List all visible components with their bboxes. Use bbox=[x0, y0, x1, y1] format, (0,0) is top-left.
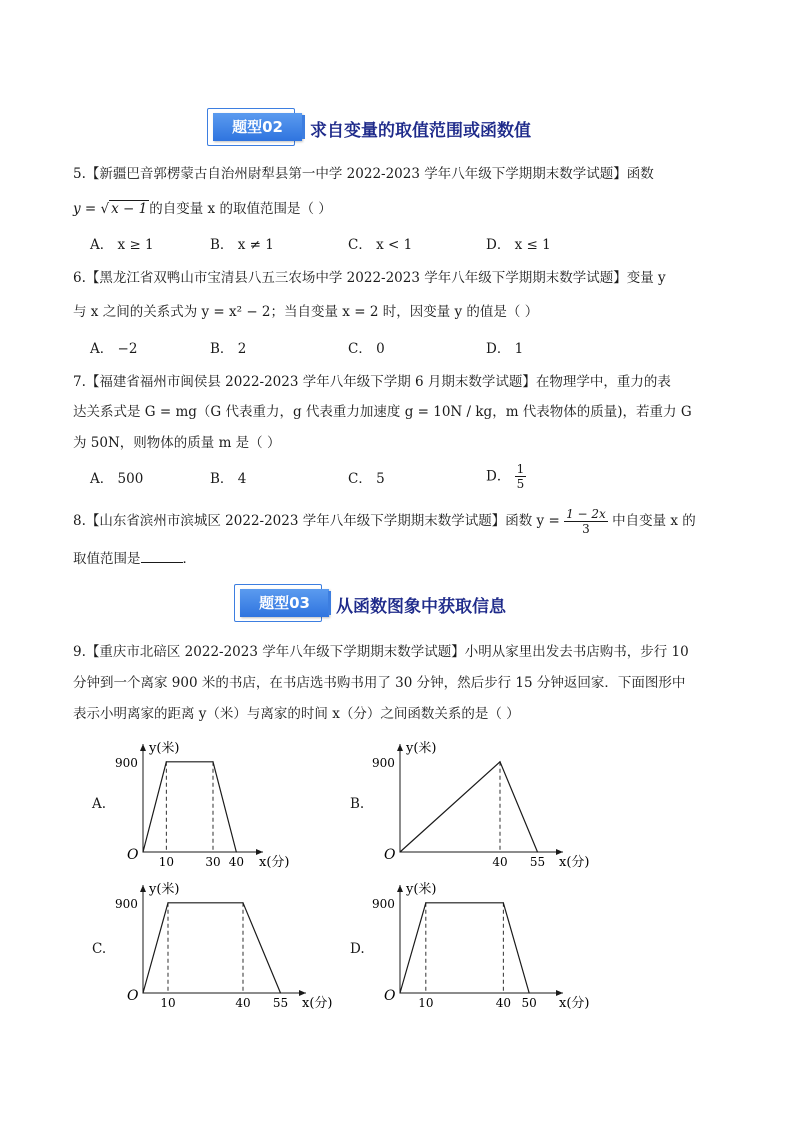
x-tick-label: 55 bbox=[529, 855, 546, 869]
y-axis-arrow-icon bbox=[397, 885, 403, 892]
q8-stem-pre: 8.【山东省滨州市滨城区 2022-2023 学年八年级下学期期末数学试题】函数 y = bbox=[73, 513, 560, 529]
y-axis-label: y(米) bbox=[149, 741, 180, 756]
origin-label: O bbox=[127, 988, 139, 1004]
q8-stem-line2-end: ． bbox=[182, 551, 196, 567]
x-tick-label: 40 bbox=[228, 855, 244, 869]
q5-radicand: x − 1 bbox=[111, 201, 148, 217]
y-tick-label: 900 bbox=[115, 755, 138, 770]
fraction-denominator: 5 bbox=[516, 477, 525, 491]
origin-label: O bbox=[384, 988, 396, 1004]
q5-option-a[interactable]: A． x ≥ 1 bbox=[90, 237, 154, 253]
graph-option-b-label[interactable]: B. bbox=[350, 796, 365, 812]
q9-stem-line1: 9.【重庆市北碚区 2022-2023 学年八年级下学期期末数学试题】小明从家里出发去书店购书，步行 10 bbox=[73, 644, 689, 660]
graph-option-c-label[interactable]: C. bbox=[92, 941, 107, 957]
x-tick-label: 40 bbox=[495, 996, 511, 1010]
q8-stem-post: 中自变量 x 的 bbox=[612, 513, 696, 529]
x-tick-label: 55 bbox=[272, 996, 289, 1010]
section-badge-02-label: 题型02 bbox=[213, 113, 302, 141]
q7-option-b[interactable]: B． 4 bbox=[210, 471, 247, 487]
q9-stem-line2: 分钟到一个离家 900 米的书店，在书店选书购书用了 30 分钟，然后步行 15 分钟返回家．下面图形中 bbox=[73, 675, 686, 691]
q7-stem-line3: 为 50N，则物体的质量 m 是（ ） bbox=[73, 435, 281, 451]
q5-option-b[interactable]: B． x ≠ 1 bbox=[210, 237, 274, 253]
y-tick-label: 900 bbox=[372, 896, 395, 911]
q8-stem-line2-text: 取值范围是 bbox=[73, 551, 141, 567]
fraction-numerator: 1 − 2x bbox=[566, 507, 606, 521]
q5-stem-rest: 的自变量 x 的取值范围是（ ） bbox=[149, 201, 332, 217]
q7-stem-line2: 达关系式是 G = mg（G 代表重力，g 代表重力加速度 g = 10N / kg，m 代表物体的质量)，若重力 G bbox=[73, 404, 692, 420]
series-line bbox=[400, 903, 529, 993]
q5-formula-left: y = bbox=[73, 201, 101, 217]
q6-stem-line1: 6.【黑龙江省双鸭山市宝清县八五三农场中学 2022-2023 学年八年级下学期期末数学试题】变量 y bbox=[73, 270, 666, 286]
x-axis-label: x(分) bbox=[559, 996, 590, 1011]
q6-option-a[interactable]: A． −2 bbox=[90, 341, 138, 357]
x-tick-label: 40 bbox=[492, 855, 508, 869]
q5-option-c[interactable]: C． x < 1 bbox=[348, 237, 413, 253]
q6-option-d[interactable]: D． 1 bbox=[486, 341, 524, 357]
fraction-denominator: 3 bbox=[582, 522, 590, 536]
origin-label: O bbox=[127, 847, 139, 863]
q6-option-c[interactable]: C． 0 bbox=[348, 341, 385, 357]
x-axis-label: x(分) bbox=[559, 855, 590, 870]
section-title-02: 求自变量的取值范围或函数值 bbox=[310, 121, 531, 141]
x-tick-label: 50 bbox=[521, 996, 537, 1010]
x-tick-label: 10 bbox=[158, 855, 174, 869]
section-badge-03-label: 题型03 bbox=[240, 589, 329, 617]
origin-label: O bbox=[384, 847, 396, 863]
x-tick-label: 10 bbox=[160, 996, 176, 1010]
graph-option-d-label[interactable]: D. bbox=[350, 941, 365, 957]
data-point bbox=[399, 992, 400, 993]
graph-option-a-label[interactable]: A. bbox=[92, 796, 107, 812]
fraction-numerator: 1 bbox=[516, 462, 525, 476]
y-axis-label: y(米) bbox=[406, 741, 437, 756]
q7-option-a[interactable]: A． 500 bbox=[90, 471, 144, 487]
y-tick-label: 900 bbox=[115, 896, 138, 911]
sqrt-symbol: √ bbox=[100, 201, 110, 217]
section-title-03: 从函数图象中获取信息 bbox=[336, 597, 506, 617]
x-tick-label: 40 bbox=[235, 996, 251, 1010]
y-axis-label: y(米) bbox=[149, 882, 180, 897]
x-tick-label: 10 bbox=[418, 996, 434, 1010]
q7-option-d-label: D． bbox=[486, 468, 511, 485]
y-axis-label: y(米) bbox=[406, 882, 437, 897]
q9-stem-line3: 表示小明离家的距离 y（米）与离家的时间 x（分）之间函数关系的是（ ） bbox=[73, 706, 520, 722]
q6-option-b[interactable]: B． 2 bbox=[210, 341, 247, 357]
data-point bbox=[529, 992, 530, 993]
x-axis-label: x(分) bbox=[302, 996, 333, 1011]
x-axis-label: x(分) bbox=[259, 855, 290, 870]
q6-stem-line2: 与 x 之间的关系式为 y = x² − 2；当自变量 x = 2 时，因变量 y 的值是（ ） bbox=[73, 304, 539, 320]
x-tick-label: 30 bbox=[205, 855, 221, 869]
q7-option-c[interactable]: C． 5 bbox=[348, 471, 385, 487]
q5-stem-line1: 5.【新疆巴音郭楞蒙古自治州尉犁县第一中学 2022-2023 学年八年级下学期期末数学试题】函数 bbox=[73, 166, 654, 182]
q7-stem-line1: 7.【福建省福州市闽侯县 2022-2023 学年八年级下学期 6 月期末数学试题】在物理学中，重力的表 bbox=[73, 374, 671, 390]
q5-option-d[interactable]: D． x ≤ 1 bbox=[486, 237, 551, 253]
y-tick-label: 900 bbox=[372, 755, 395, 770]
